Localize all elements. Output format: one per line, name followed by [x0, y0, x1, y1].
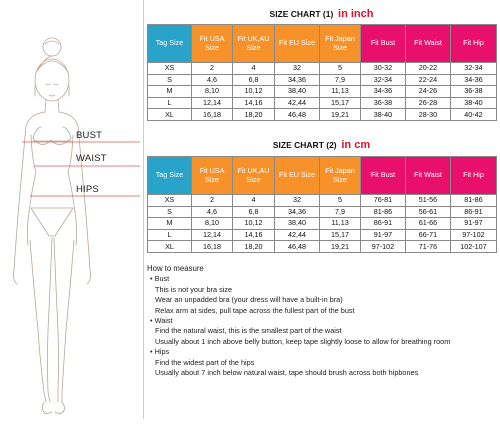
table-cell: 2 [192, 195, 233, 207]
hips-label: HIPS [76, 184, 99, 195]
size-chart-1-title: SIZE CHART (1) in inch [269, 8, 374, 20]
table-cell: 38-40 [361, 109, 406, 121]
table-cell: 10,12 [233, 86, 275, 98]
bullet-icon: • [150, 274, 153, 284]
table-cell: XL [148, 241, 192, 253]
table-cell: 42,44 [275, 229, 320, 241]
table-cell: 81-86 [361, 206, 406, 218]
table-cell: 4,6 [192, 74, 233, 86]
table-cell: 86-91 [451, 206, 497, 218]
table-cell: 8,10 [192, 86, 233, 98]
table-cell: 19,21 [320, 241, 361, 253]
table-cell: S [148, 74, 192, 86]
table-row [148, 229, 497, 241]
table-cell: 46,48 [275, 241, 320, 253]
figure-panel [0, 0, 143, 419]
header-uk-au-size: Fit UK,AU Size [233, 25, 275, 63]
table-cell: 16,18 [192, 241, 233, 253]
unit-label: in inch [338, 8, 374, 20]
table-cell: 36-38 [451, 86, 497, 98]
bust-instruction-1: This is not your bra size [155, 284, 233, 294]
table-cell: M [148, 218, 192, 230]
table-cell: 36-38 [361, 97, 406, 109]
table-cell: 42,44 [275, 97, 320, 109]
table-header-row [148, 25, 497, 63]
bullet-icon: • [150, 347, 153, 357]
table-row [148, 97, 497, 109]
table-cell: 5 [320, 195, 361, 207]
header-eu-size: Fit EU Size [275, 25, 320, 63]
table-cell: 91-97 [451, 218, 497, 230]
table-cell: S [148, 206, 192, 218]
header-fit-waist: Fit Waist [406, 157, 451, 195]
table-cell: 12,14 [192, 229, 233, 241]
table-cell: 86-91 [361, 218, 406, 230]
table-cell: 32 [275, 195, 320, 207]
header-fit-bust: Fit Bust [361, 25, 406, 63]
table-cell: 91-97 [361, 229, 406, 241]
table-row [148, 63, 497, 75]
body-figure-illustration [0, 0, 143, 419]
table-cell: 8,10 [192, 218, 233, 230]
table-cell: 30-32 [361, 63, 406, 75]
table-cell: 46,48 [275, 109, 320, 121]
table-cell: L [148, 229, 192, 241]
head [35, 59, 69, 101]
table-cell: 61-66 [406, 218, 451, 230]
table-cell: 4,6 [192, 206, 233, 218]
hips-heading: • Hips [150, 347, 170, 357]
briefs-outline [31, 208, 73, 236]
waist-label: WAIST [76, 153, 107, 164]
size-table-cm [147, 156, 497, 253]
table-cell: 7,9 [320, 206, 361, 218]
table-cell: 38-40 [451, 97, 497, 109]
table-cell: 16,18 [192, 109, 233, 121]
bust-instruction-3: Relax arm at sides, pull tape across the fullest part of the bust [155, 305, 355, 315]
how-to-measure-heading: How to measure [147, 264, 204, 273]
table-cell: 40-42 [451, 109, 497, 121]
table-cell: 5 [320, 63, 361, 75]
table-cell: 14,16 [233, 97, 275, 109]
table-row [148, 74, 497, 86]
table-cell: 76-81 [361, 195, 406, 207]
table-cell: 102-107 [451, 241, 497, 253]
table-row [148, 109, 497, 121]
table-row [148, 206, 497, 218]
table-header-row [148, 157, 497, 195]
table-cell: 19,21 [320, 109, 361, 121]
table-cell: 97-102 [361, 241, 406, 253]
table-cell: 81-86 [451, 195, 497, 207]
table-cell: XS [148, 195, 192, 207]
waist-instruction-2: Usually about 1 inch above belly button, keep tape slightly loose to allow for breathing room [155, 336, 451, 346]
bust-heading: • Bust [150, 274, 170, 284]
panel-divider [143, 0, 144, 419]
header-fit-hip: Fit Hip [451, 157, 497, 195]
table-cell: 66-71 [406, 229, 451, 241]
table-cell: 34-36 [451, 74, 497, 86]
table-cell: 11,13 [320, 218, 361, 230]
hips-instruction-2: Usually about 7 inch below natural waist, tape should brush across both hipbones [155, 368, 419, 378]
table-cell: 15,17 [320, 97, 361, 109]
table-cell: XL [148, 109, 192, 121]
size-chart-2-title: SIZE CHART (2) in cm [272, 139, 371, 151]
table-cell: 34,36 [275, 74, 320, 86]
bust-instruction-2: Wear an unpadded bra (your dress will have a built-in bra) [155, 295, 343, 305]
table-cell: 97-102 [451, 229, 497, 241]
header-fit-hip: Fit Hip [451, 25, 497, 63]
table-cell: 32-34 [451, 63, 497, 75]
bullet-icon: • [150, 316, 153, 326]
table-row [148, 218, 497, 230]
table-cell: 34-36 [361, 86, 406, 98]
table-cell: 4 [233, 195, 275, 207]
table-cell: 71-76 [406, 241, 451, 253]
table-cell: 11,13 [320, 86, 361, 98]
table-cell: 18,20 [233, 241, 275, 253]
unit-label: in cm [341, 139, 371, 151]
table-cell: 4 [233, 63, 275, 75]
table-cell: 14,16 [233, 229, 275, 241]
table-cell: 26-28 [406, 97, 451, 109]
how-to-measure-section [147, 264, 497, 378]
table-cell: XS [148, 63, 192, 75]
size-table-inch [147, 24, 497, 121]
table-cell: 7,9 [320, 74, 361, 86]
table-cell: 24-26 [406, 86, 451, 98]
header-japan-size: Fit Japan Size [320, 25, 361, 63]
table-cell: 32-34 [361, 74, 406, 86]
table-row [148, 86, 497, 98]
table-cell: L [148, 97, 192, 109]
table-cell: 34,36 [275, 206, 320, 218]
table-cell: 28-30 [406, 109, 451, 121]
table-cell: 56-61 [406, 206, 451, 218]
table-cell: 6,8 [233, 206, 275, 218]
header-tag-size: Tag Size [148, 25, 192, 63]
header-usa-size: Fit USA Size [192, 25, 233, 63]
header-usa-size: Fit USA Size [192, 157, 233, 195]
waist-heading: • Waist [150, 316, 173, 326]
header-fit-waist: Fit Waist [406, 25, 451, 63]
table-cell: M [148, 86, 192, 98]
bust-label: BUST [76, 130, 103, 141]
header-eu-size: Fit EU Size [275, 157, 320, 195]
table-cell: 51-56 [406, 195, 451, 207]
header-fit-bust: Fit Bust [361, 157, 406, 195]
table-row [148, 195, 497, 207]
table-cell: 18,20 [233, 109, 275, 121]
table-cell: 12,14 [192, 97, 233, 109]
table-cell: 20-22 [406, 63, 451, 75]
header-tag-size: Tag Size [148, 157, 192, 195]
table-cell: 15,17 [320, 229, 361, 241]
table-cell: 10,12 [233, 218, 275, 230]
table-row [148, 241, 497, 253]
table-cell: 2 [192, 63, 233, 75]
waist-instruction-1: Find the natural waist, this is the smallest part of the waist [155, 326, 342, 336]
header-uk-au-size: Fit UK,AU Size [233, 157, 275, 195]
table-cell: 38,40 [275, 86, 320, 98]
hips-instruction-1: Find the widest part of the hips [155, 357, 255, 367]
table-cell: 22-24 [406, 74, 451, 86]
table-cell: 32 [275, 63, 320, 75]
header-japan-size: Fit Japan Size [320, 157, 361, 195]
table-cell: 6,8 [233, 74, 275, 86]
table-cell: 38,40 [275, 218, 320, 230]
